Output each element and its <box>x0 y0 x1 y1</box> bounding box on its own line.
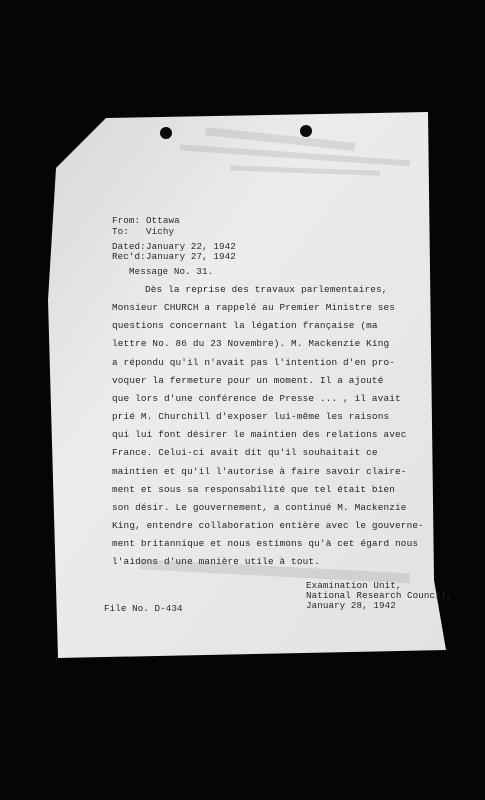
body-line: ment britannique et nous estimons qu'à cet égard nous <box>112 538 419 549</box>
body-line: lettre No. 86 du 23 Novembre). M. Mackenzie King <box>112 338 390 349</box>
body-line: l'aidons d'une manière utile à tout. <box>112 556 320 567</box>
body-line: a répondu qu'il n'avait pas l'intention d'en pro- <box>112 357 396 368</box>
recd-label: Rec'd: <box>112 251 146 262</box>
punch-hole-left <box>160 127 172 139</box>
message-number: Message No. 31. <box>129 266 214 277</box>
examination-unit-line: Examination Unit, <box>306 580 402 591</box>
body-line: ment et sous sa responsabilité que tel était bien <box>112 484 396 495</box>
body-line: qui lui font désirer le maintien des relations avec <box>112 429 407 440</box>
body-line: France. Celui-ci avait dit qu'il souhaitait ce <box>112 447 378 458</box>
punch-hole-right <box>300 125 312 137</box>
body-line: King, entendre collaboration entière avec le gouverne- <box>112 520 424 531</box>
from-value: Ottawa <box>146 215 180 226</box>
to-label: To: <box>112 226 129 237</box>
body-line: voquer la fermeture pour un moment. Il a ajouté <box>112 375 384 386</box>
dated-value: January 22, 1942 <box>146 241 236 252</box>
file-number: File No. D-434 <box>104 603 183 614</box>
body-line: son désir. Le gouvernement, a continué M. Mackenzie <box>112 502 407 513</box>
recd-value: January 27, 1942 <box>146 251 236 262</box>
body-line: Dès la reprise des travaux parlementaires, <box>145 284 388 295</box>
body-line: questions concernant la légation française (ma <box>112 320 378 331</box>
research-council-line: National Research Council, <box>306 590 452 601</box>
body-line: que lors d'une conférence de Presse ... , il avait <box>112 393 401 404</box>
to-value: Vichy <box>146 226 175 237</box>
dated-label: Dated: <box>112 241 146 252</box>
body-line: prié M. Churchill d'exposer lui-même les raisons <box>112 411 390 422</box>
from-label: From: <box>112 215 141 226</box>
body-line: maintien et qu'il l'autorise à faire savoir claire- <box>112 466 407 477</box>
signature-date-line: January 28, 1942 <box>306 600 396 611</box>
body-line: Monsieur CHURCH a rappelé au Premier Ministre ses <box>112 302 396 313</box>
